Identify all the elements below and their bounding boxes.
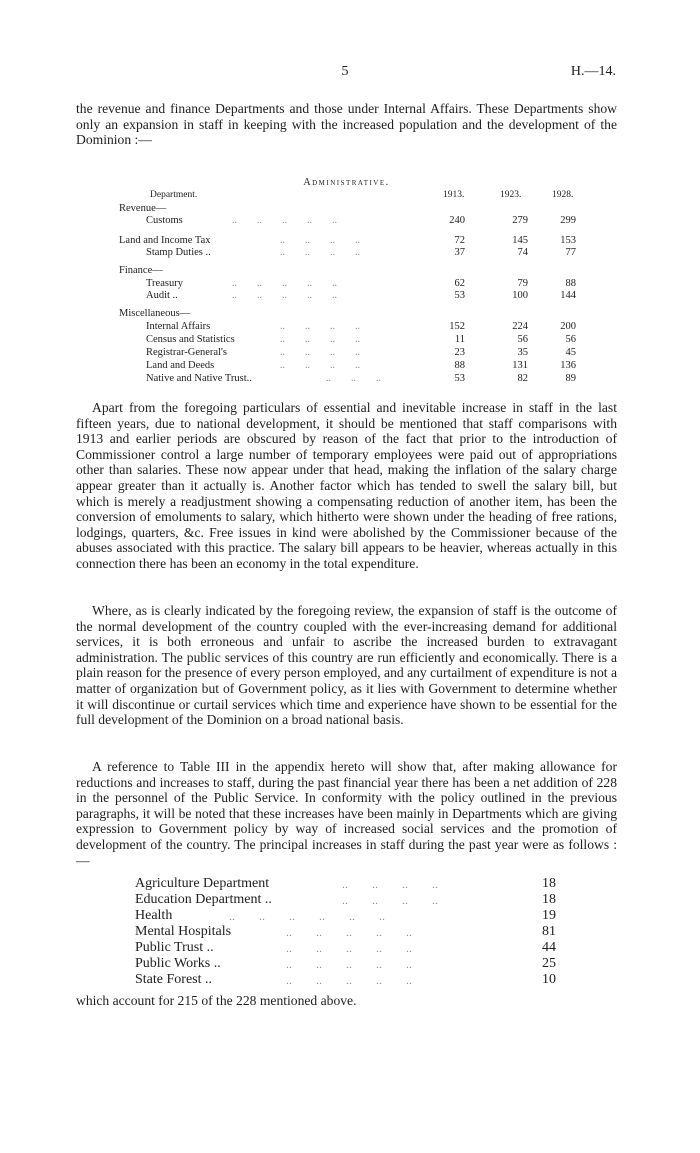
cell-1923: 100 <box>512 290 528 301</box>
column-header-1913: 1913. <box>443 190 465 200</box>
row-label: Registrar-General's <box>146 347 227 358</box>
cell-1923: 82 <box>517 373 528 384</box>
list-item: Education Department .. .. .. .. .. 18 <box>135 892 556 907</box>
column-header-department: Department. <box>150 190 198 200</box>
cell-1928: 88 <box>565 278 576 289</box>
cell-1913: 240 <box>449 215 465 226</box>
body-paragraph-3: A reference to Table III in the appendix hereto will show that, after making allowance for reductions and increases to staff, during the past financial year there has been a net addition of 228 in the personnel of the Public Service. In conformity with the policy outlined in the previous paragraphs, it will be noted that these increases have been mainly in Departments which are giving expression to Government policy by way of increased social services and the promotion of development of the country. The principal increases in staff during the past year were as follows :— <box>76 759 617 868</box>
table-row: Internal Affairs .. .. .. .. 152 224 200 <box>146 321 576 332</box>
row-label: Land and Income Tax <box>119 235 211 246</box>
item-label: Public Trust .. <box>135 940 214 955</box>
cell-1913: 53 <box>454 290 465 301</box>
table-row: Treasury .. .. .. .. .. 62 79 88 <box>146 278 576 289</box>
item-label: State Forest .. <box>135 972 212 987</box>
cell-1913: 152 <box>449 321 465 332</box>
item-label: Education Department .. <box>135 892 272 907</box>
cell-1923: 74 <box>517 247 528 258</box>
cell-1913: 53 <box>454 373 465 384</box>
table-row: Stamp Duties .. .. .. .. .. 37 74 77 <box>146 247 576 258</box>
item-value: 19 <box>542 908 556 923</box>
closing-line: which account for 215 of the 228 mentioned above. <box>76 993 357 1008</box>
body-paragraph-1: Apart from the foregoing particulars of essential and inevitable increase in staff in the last fifteen years, due to national development, it should be mentioned that staff comparisons with 1913 and earlier periods are obscured by reason of the fact that prior to the introduction of Commissioner control a large number of temporary employees were paid out of appropriations other than salaries. These now appear under that head, making the inflation of the salary charge appear greater than it actually is. Another factor which has tended to swell the salary bill, but which is merely a readjustment showing a compensating reduction of another item, has been the conversion of emoluments to salary, which hitherto were shown under the heading of free rations, lodgings, quarters, &c. Free issues in kind were abolished by the Commissioner because of the abuses associated with this practice. The salary bill appears to be heavier, whereas actually in this connection there has been an economy in the total expenditure. <box>76 400 617 571</box>
table-row: Land and Deeds .. .. .. .. 88 131 136 <box>146 360 576 371</box>
item-label: Health <box>135 908 173 923</box>
column-header-1928: 1928. <box>552 190 574 200</box>
cell-1913: 37 <box>454 247 465 258</box>
cell-1923: 279 <box>512 215 528 226</box>
cell-1923: 56 <box>517 334 528 345</box>
table-row <box>0 307 700 320</box>
item-value: 25 <box>542 956 556 971</box>
cell-1928: 77 <box>565 247 576 258</box>
cell-1923: 131 <box>512 360 528 371</box>
cell-1923: 79 <box>517 278 528 289</box>
row-label: Miscellaneous— <box>119 308 191 319</box>
table-title: Administrative. <box>303 177 390 188</box>
cell-1928: 200 <box>560 321 576 332</box>
table-row: Registrar-General's .. .. .. .. 23 35 45 <box>146 347 576 358</box>
row-label: Native and Native Trust.. <box>146 373 252 384</box>
item-value: 18 <box>542 876 556 891</box>
cell-1913: 11 <box>454 334 465 345</box>
list-item: Health .. .. .. .. .. .. 19 <box>135 908 556 923</box>
item-value: 81 <box>542 924 556 939</box>
cell-1928: 45 <box>565 347 576 358</box>
cell-1913: 23 <box>454 347 465 358</box>
intro-paragraph: the revenue and finance Departments and those under Internal Affairs. These Departments show only an expansion in staff in keeping with the increased population and the development of the Dominion :— <box>76 101 617 148</box>
item-value: 18 <box>542 892 556 907</box>
row-label: Revenue— <box>119 203 167 214</box>
cell-1928: 153 <box>560 235 576 246</box>
item-label: Mental Hospitals <box>135 924 232 939</box>
cell-1913: 62 <box>454 278 465 289</box>
list-item: Agriculture Department .. .. .. .. 18 <box>135 876 556 891</box>
table-row: Audit .. .. .. .. .. .. 53 100 144 <box>146 290 576 301</box>
cell-1928: 144 <box>560 290 576 301</box>
document-code: H.—14. <box>570 64 616 79</box>
table-row: Customs .. .. .. .. .. 240 279 299 <box>146 215 576 226</box>
list-item: State Forest .. .. .. .. .. .. 10 <box>135 972 556 987</box>
row-label: Audit .. <box>146 290 178 301</box>
column-header-1923: 1923. <box>500 190 522 200</box>
cell-1913: 72 <box>454 235 465 246</box>
cell-1923: 224 <box>512 321 528 332</box>
cell-1928: 299 <box>560 215 576 226</box>
item-value: 10 <box>542 972 556 987</box>
cell-1923: 145 <box>512 235 528 246</box>
table-row: Native and Native Trust.. .. .. .. 53 82 89 <box>146 373 576 384</box>
row-label: Internal Affairs <box>146 321 211 332</box>
cell-1923: 35 <box>517 347 528 358</box>
item-label: Agriculture Department <box>135 876 270 891</box>
list-item: Public Trust .. .. .. .. .. .. 44 <box>135 940 556 955</box>
cell-1928: 56 <box>565 334 576 345</box>
row-label: Customs <box>146 215 183 226</box>
row-label: Census and Statistics <box>146 334 235 345</box>
cell-1928: 89 <box>565 373 576 384</box>
body-paragraph-2: Where, as is clearly indicated by the foregoing review, the expansion of staff is the outcome of the normal development of the country coupled with the ever-increasing demand for additional services, it is both erroneous and unfair to ascribe the increased burden to extravagant administration. The public services of this country are run efficiently and economically. There is a plain reason for the presence of every person employed, and any curtailment of expenditure is not a matter of organization but of Government policy, as it lies with Government to determine whether it will discontinue or curtail services which time and experience have shown to be essential for the full development of the Dominion on a broad national basis. <box>76 603 617 728</box>
row-label: Finance— <box>119 265 163 276</box>
cell-1928: 136 <box>560 360 576 371</box>
table-row: Census and Statistics .. .. .. .. 11 56 56 <box>146 334 576 345</box>
list-item: Mental Hospitals .. .. .. .. .. 81 <box>135 924 556 939</box>
table-row <box>0 264 700 277</box>
item-label: Public Works .. <box>135 956 221 971</box>
page-number: 5 <box>341 64 349 79</box>
row-label: Land and Deeds <box>146 360 215 371</box>
table-row: Land and Income Tax .. .. .. .. 72 145 153 <box>119 235 576 246</box>
row-label: Stamp Duties .. <box>146 247 211 258</box>
item-value: 44 <box>542 940 556 955</box>
row-label: Treasury <box>146 278 183 289</box>
cell-1913: 88 <box>454 360 465 371</box>
list-item: Public Works .. .. .. .. .. .. 25 <box>135 956 556 971</box>
